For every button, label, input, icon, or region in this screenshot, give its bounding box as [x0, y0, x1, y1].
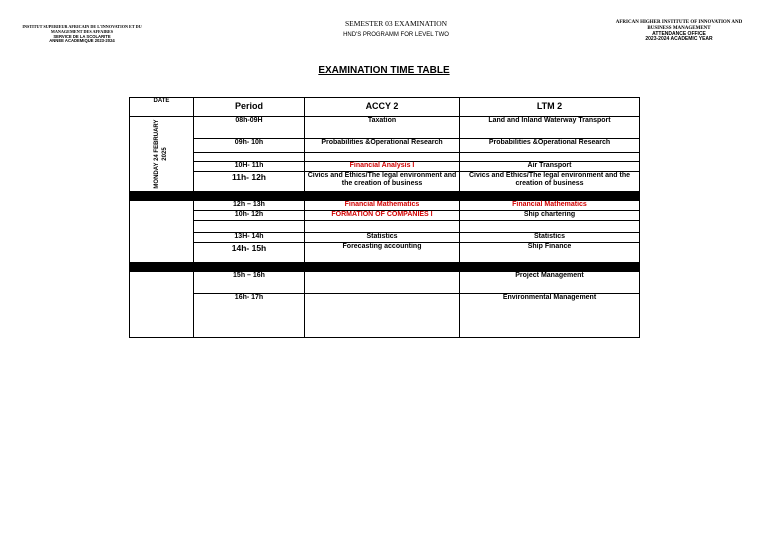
accy-cell: Statistics [305, 233, 460, 243]
period-cell: 10h- 12h [194, 211, 305, 221]
accy-cell [305, 294, 460, 338]
table-row [130, 201, 640, 211]
ltm-cell: Statistics [460, 233, 640, 243]
table-row [130, 139, 640, 153]
separator-bar [130, 192, 640, 201]
period-cell: 08h-09H [194, 117, 305, 139]
table-row [130, 211, 640, 221]
accy-cell: Probabilities &Operational Research [305, 139, 460, 153]
day-label-line1: MONDAY 24 FEBRUARY [153, 119, 160, 189]
ltm-cell: Land and Inland Waterway Transport [460, 117, 640, 139]
header-left-line4: ANNEE ACADEMIQUE 2023-2024 [49, 38, 115, 44]
ltm-cell: Air Transport [460, 161, 640, 171]
page-title: EXAMINATION TIME TABLE [318, 65, 450, 76]
period-cell: 12h – 13h [194, 201, 305, 211]
period-cell: 16h- 17h [194, 294, 305, 338]
header-left-line3: SERVICE DE LA SCOLARITE [53, 33, 111, 39]
accy-cell [305, 272, 460, 294]
day-cell [130, 117, 194, 192]
header-left-line1: INSTITUT SUPERIEUR AFRICAIN DE L'INNOVATION ET DU [22, 24, 142, 29]
header-ltm: LTM 2 [460, 98, 640, 117]
table-row [130, 161, 640, 171]
accy-cell: Taxation [305, 117, 460, 139]
period-cell: 15h – 16h [194, 272, 305, 294]
header-right-line1: AFRICAN HIGHER INSTITUTE OF INNOVATION AND [615, 20, 743, 25]
table-row [130, 243, 640, 263]
table-row [130, 171, 640, 191]
accy-cell: Civics and Ethics/The legal environment and the creation of business [305, 171, 460, 191]
header-date: DATE [130, 98, 194, 117]
table-header-row [130, 98, 640, 117]
ltm-cell: Project Management [460, 272, 640, 294]
date-cell-empty [130, 272, 194, 338]
header-left-line2: MANAGEMENT DES AFFAIRES [50, 28, 114, 34]
table-row [130, 294, 640, 338]
day-label-line2: 2025 [161, 147, 168, 161]
accy-cell: Financial Analysis I [305, 161, 460, 171]
ltm-cell: Probabilities &Operational Research [460, 139, 640, 153]
period-cell: 10H- 11h [194, 161, 305, 171]
header-period: Period [194, 98, 305, 117]
header-accy: ACCY 2 [305, 98, 460, 117]
semester-title: SEMESTER 03 EXAMINATION [344, 19, 448, 28]
table-row [130, 272, 640, 294]
accy-cell: Forecasting accounting [305, 243, 460, 263]
day-label [154, 109, 170, 199]
header-center [296, 20, 496, 39]
header-right-line3: ATTENDANCE OFFICE [652, 30, 706, 37]
header-right-line2: BUSINESS MANAGEMENT [647, 25, 711, 31]
accy-cell: Financial Mathematics [305, 201, 460, 211]
table-row [130, 233, 640, 243]
header-left [8, 25, 156, 44]
period-cell: 09h- 10h [194, 139, 305, 153]
ltm-cell: Environmental Management [460, 294, 640, 338]
accy-cell: FORMATION OF COMPANIES I [305, 211, 460, 221]
ltm-cell: Ship chartering [460, 211, 640, 221]
header-right-line4: 2023-2024 ACADEMIC YEAR [645, 36, 713, 43]
table-row [130, 117, 640, 139]
ltm-cell: Ship Finance [460, 243, 640, 263]
date-cell-empty [130, 201, 194, 263]
table-row-empty [130, 153, 640, 161]
table-row-empty [130, 221, 640, 233]
period-cell: 11h- 12h [194, 171, 305, 191]
period-cell: 14h- 15h [194, 243, 305, 263]
programme-title: HND'S PROGRAMM FOR LEVEL TWO [343, 31, 449, 38]
header-right [604, 20, 754, 43]
ltm-cell: Financial Mathematics [460, 201, 640, 211]
ltm-cell: Civics and Ethics/The legal environment and the creation of business [460, 171, 640, 191]
period-cell: 13H- 14h [194, 233, 305, 243]
separator-bar [130, 263, 640, 272]
timetable [129, 97, 640, 338]
